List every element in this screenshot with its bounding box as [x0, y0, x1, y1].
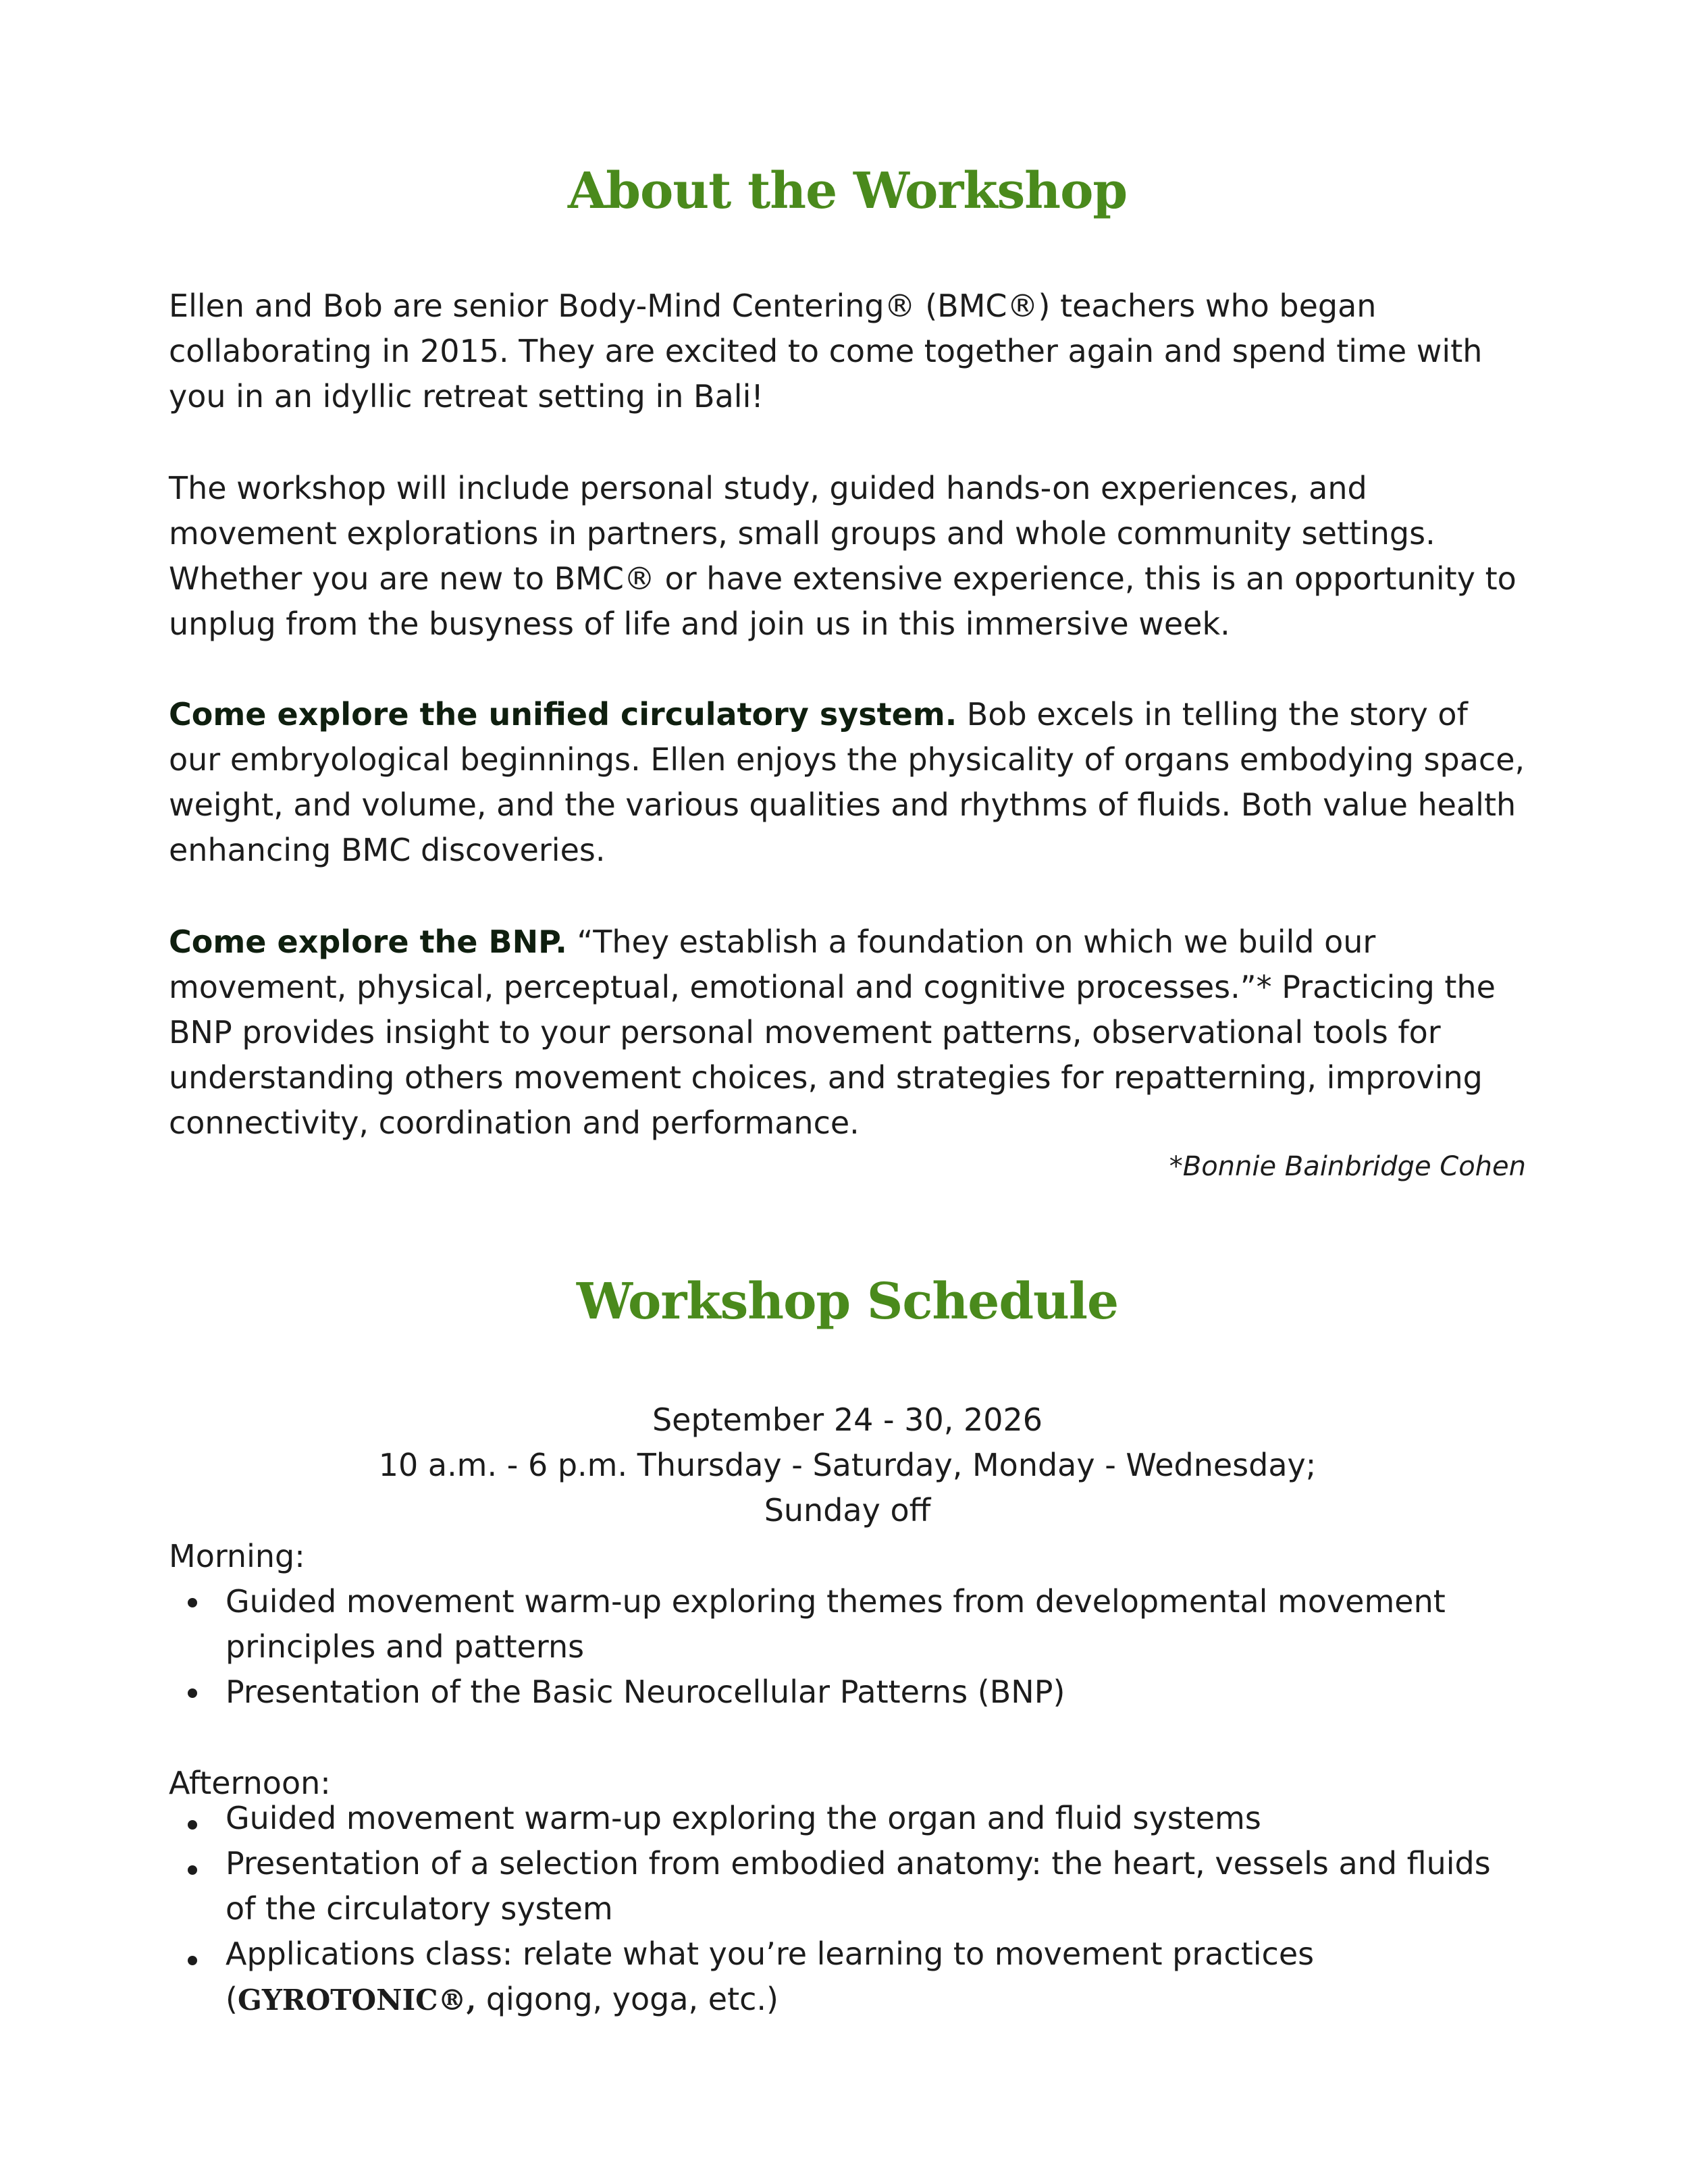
bnp-lead: Come explore the BNP. — [169, 924, 567, 960]
schedule-hours: 10 a.m. - 6 p.m. Thursday - Saturday, Monday - Wednesday; — [378, 1447, 1317, 1483]
schedule-dates: September 24 - 30, 2026 — [652, 1402, 1043, 1438]
afternoon-label: Afternoon: — [169, 1765, 331, 1801]
gyrotonic-brand: GYROTONIC®, — [237, 1983, 477, 2017]
about-paragraph-workshop: The workshop will include personal study, guided hands-on experiences, and movement explorations in partners, small groups and whole community settings. Whether you are new to BMC® or have extensive experience, this is an opportunity to unplug from the busyness of life and join us in this immersive week. — [169, 470, 1516, 642]
about-paragraph-circulatory — [169, 692, 1526, 873]
bnp-body: “They establish a foundation on which we build our movement, physical, perceptual, emotional and cognitive processes.”* Practicing the BNP provides insight to your personal movement patterns, observational tools for understanding others movement choices, and strategies for repatterning, improving connectivity, coordination and performance. — [169, 924, 1496, 1141]
morning-label: Morning: — [169, 1538, 305, 1574]
bullet-icon — [188, 1956, 197, 1965]
bullet-icon — [188, 1865, 197, 1875]
list-item: Presentation of the Basic Neurocellular Patterns (BNP) — [169, 1670, 1526, 1715]
afternoon-list — [169, 1796, 1526, 2023]
about-heading: About the Workshop — [567, 162, 1128, 220]
list-item: Presentation of a selection from embodied anatomy: the heart, vessels and fluids of the circulatory system — [169, 1841, 1526, 1932]
circulatory-lead: Come explore the unified circulatory system. — [169, 696, 957, 733]
list-item: Guided movement warm-up exploring the organ and fluid systems — [169, 1796, 1526, 1841]
about-paragraph-intro: Ellen and Bob are senior Body-Mind Centering® (BMC®) teachers who began collaborating in 2015. They are excited to come together again and spend time with you in an idyllic retreat setting in Bali! — [169, 288, 1483, 415]
list-item: Guided movement warm-up exploring themes from developmental movement principles and patterns — [169, 1579, 1526, 1670]
bullet-icon — [188, 1820, 197, 1830]
bullet-icon — [188, 1598, 197, 1607]
bullet-icon — [188, 1688, 197, 1698]
schedule-summary — [169, 1397, 1526, 1533]
about-paragraph-bnp — [169, 920, 1526, 1146]
circulatory-body: Bob excels in telling the story of our embryological beginnings. Ellen enjoys the physicality of organs embodying space, weight, and volume, and the various qualities and rhythms of fluids. Both value health enhancing BMC discoveries. — [169, 696, 1525, 868]
quote-attribution: *Bonnie Bainbridge Cohen — [1169, 1151, 1526, 1182]
list-item: Applications class: relate what you’re learning to movement practices (GYROTONIC®, qigong, yoga, etc.) — [169, 1932, 1526, 2023]
schedule-day-off: Sunday off — [764, 1492, 931, 1528]
morning-list — [169, 1579, 1526, 1715]
schedule-heading: Workshop Schedule — [576, 1273, 1119, 1331]
